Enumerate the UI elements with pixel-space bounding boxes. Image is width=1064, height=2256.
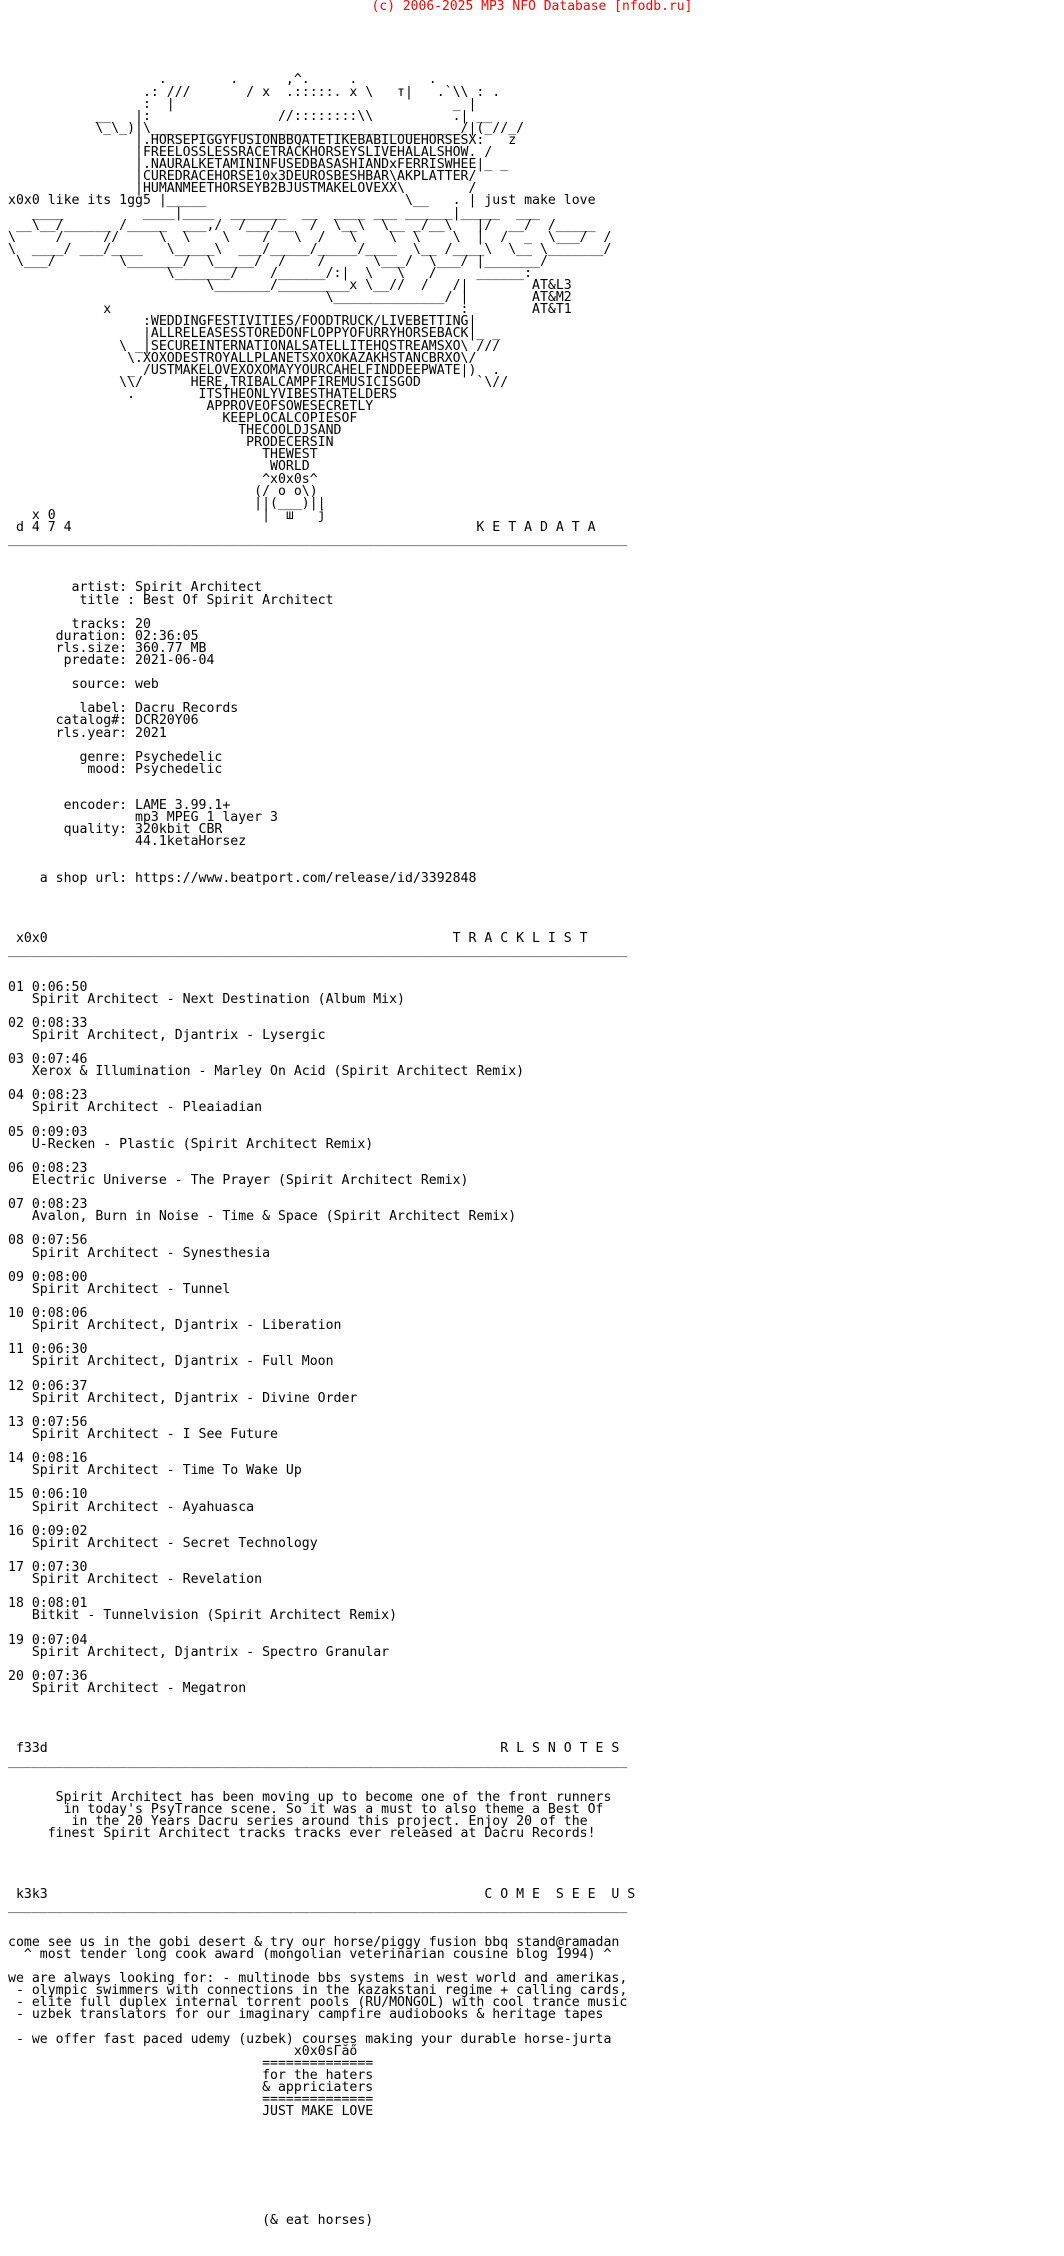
nfo-line: Spirit Architect, Djantrix - Spectro Granular	[8, 1644, 390, 1660]
nfo-line: KEEPLOCALCOPIESOF	[8, 411, 358, 427]
nfo-line: THECOOLDJSAND	[8, 423, 342, 439]
nfo-line: \ / // \ \ \ / \ / \ \ \ \ | / _ \___/ /	[8, 229, 612, 245]
nfo-line: (/ o o\)	[8, 483, 318, 499]
nfo-line: in the 20 Years Dacru series around this project. Enjoy 20 of the	[8, 1813, 588, 1829]
nfo-line: 05 0:09:03	[8, 1124, 88, 1140]
nfo-line: for the haters	[8, 2067, 374, 2083]
nfo-line: 06 0:08:23	[8, 1160, 88, 1176]
nfo-line: mood: Psychedelic	[8, 761, 223, 777]
nfo-line: 15 0:06:10	[8, 1487, 88, 1503]
nfo-line: :WEDDINGFESTIVITIES/FOODTRUCK/LIVEBETTING|	[8, 314, 477, 330]
nfo-text-block	[0, 14, 1064, 2227]
nfo-line: Spirit Architect - Synesthesia	[8, 1245, 271, 1261]
nfo-line: encoder: LAME 3.99.1+	[8, 798, 231, 814]
nfo-line: rls.year: 2021	[8, 725, 167, 741]
nfo-line: |CUREDRACEHORSE10x3DEUROSBESHBAR\AKPLATTER/	[8, 169, 477, 185]
nfo-line: 20 0:07:36	[8, 1668, 88, 1684]
nfo-line: finest Spirit Architect tracks tracks ever released at Dacru Records!	[8, 1826, 596, 1842]
nfo-line: ==============	[8, 2055, 374, 2071]
nfo-line: rls.size: 360.77 MB	[8, 640, 207, 656]
nfo-line: . . ,^. . .	[8, 72, 437, 88]
nfo-line: APPROVEOFSOWESECRETLY	[8, 399, 374, 414]
nfo-line: catalog#: DCR20Y06	[8, 713, 199, 729]
nfo-line: Avalon, Burn in Noise - Time & Space (Spirit Architect Remix)	[8, 1209, 517, 1225]
nfo-line: label: Dacru Records	[8, 701, 239, 717]
nfo-line: ______________________________________________________________________________	[8, 1753, 628, 1769]
nfo-line: 10 0:08:06	[8, 1306, 88, 1322]
nfo-line: __\__/______ /_____ ___,/ /___/__ / \__\ \__ _/__\ |/ __/ /_____	[8, 217, 596, 233]
nfo-line: Spirit Architect, Djantrix - Lysergic	[8, 1027, 326, 1043]
nfo-line: \___/ \_______/ \_____/ / / \___/ \___/ |_______/	[8, 253, 548, 269]
nfo-line: Spirit Architect, Djantrix - Liberation	[8, 1318, 342, 1334]
nfo-line: : | _ |	[8, 96, 477, 112]
nfo-line: WORLD	[8, 459, 310, 475]
nfo-line: title : Best Of Spirit Architect	[8, 592, 334, 608]
nfo-line: Spirit Architect - Next Destination (Album Mix)	[8, 991, 405, 1007]
nfo-line: \.XOXODESTROYALLPLANETSXOXOKAZAKHSTANCBRXO\/	[8, 350, 477, 366]
nfo-line: 14 0:08:16	[8, 1451, 88, 1467]
nfo-line: mp3 MPEG 1 layer 3	[8, 810, 278, 826]
nfo-line: |FREELOSSLESSRACETRACKHORSEYSLIVEHALALSHOW. /	[8, 145, 493, 161]
nfo-line: ______________________________________________________________________________	[8, 1898, 628, 1914]
nfo-line: 16 0:09:02	[8, 1523, 88, 1539]
nfo-line: . ITSTHEONLYVIBESTHATELDERS	[8, 386, 398, 402]
nfo-line: \_______/_________x \__// / /| AT&L3	[8, 278, 572, 294]
nfo-line: __ |: //::::::::\\ .| __	[8, 108, 493, 124]
nfo-line: 03 0:07:46	[8, 1052, 88, 1068]
site-copyright-header: (c) 2006-2025 MP3 NFO Database [nfodb.ru]	[371, 0, 693, 14]
nfo-line: ==============	[8, 2092, 374, 2108]
nfo-line: ^x0x0s^	[8, 471, 318, 487]
nfo-line: k3k3 C O M E S E E U S	[8, 1886, 636, 1902]
nfo-line: 44.1ketaHorsez	[8, 834, 247, 850]
nfo-line: x 0 | ш j	[8, 507, 326, 523]
nfo-line: PRODECERSIN	[8, 435, 334, 451]
nfo-line: 07 0:08:23	[8, 1197, 88, 1213]
nfo-line: \______________/ | AT&M2	[8, 290, 572, 306]
nfo-line: THEWEST	[8, 447, 318, 463]
nfo-line: |.HORSEPIGGYFUSIONBBQATETIKEBABILOUEHORSESX: z	[8, 132, 517, 148]
nfo-line: - olympic swimmers with connections in the kazakstani regime + calling cards,	[8, 1983, 628, 1999]
nfo-line: Spirit Architect - Pleaiadian	[8, 1100, 263, 1116]
nfo-line: 17 0:07:30	[8, 1560, 88, 1575]
nfo-line: - we offer fast paced udemy (uzbek) courses making your durable horse-jurta	[8, 2031, 612, 2047]
nfo-line: 12 0:06:37	[8, 1378, 88, 1394]
nfo-line: artist: Spirit Architect	[8, 580, 263, 596]
nfo-line: x0x0sГăő	[8, 2043, 358, 2059]
nfo-line: Bitkit - Tunnelvision (Spirit Architect Remix)	[8, 1608, 398, 1624]
nfo-line: - elite full duplex internal torrent pools (RU/MONGOL) with cool trance music	[8, 1995, 628, 2011]
nfo-line: .: /// / x .:::::. x \ т| .`\\ : .	[8, 84, 501, 100]
nfo-line: 08 0:07:56	[8, 1233, 88, 1249]
nfo-line: Spirit Architect - Tunnel	[8, 1281, 231, 1297]
nfo-line: - uzbek translators for our imaginary campfire audiobooks & heritage tapes	[8, 2007, 604, 2023]
nfo-line: predate: 2021-06-04	[8, 652, 215, 668]
nfo-line: |HUMANMEETHORSEYB2BJUSTMAKELOVEXX\ /	[8, 181, 477, 197]
nfo-line: U-Recken - Plastic (Spirit Architect Remix)	[8, 1136, 374, 1152]
nfo-line: & appriciaters	[8, 2080, 374, 2096]
nfo-line: ______________________________________________________________________________	[8, 532, 628, 548]
nfo-line: 19 0:07:04	[8, 1632, 88, 1648]
nfo-line: 09 0:08:00	[8, 1269, 88, 1285]
nfo-line: duration: 02:36:05	[8, 628, 199, 644]
nfo-line: \_______/ /______/:| \ \ / ______:	[8, 265, 533, 281]
nfo-line: Electric Universe - The Prayer (Spirit Architect Remix)	[8, 1173, 469, 1188]
nfo-line: in today's PsyTrance scene. So it was a must to also theme a Best Of	[8, 1801, 604, 1817]
nfo-line: Spirit Architect - Secret Technology	[8, 1535, 318, 1551]
nfo-line: Spirit Architect has been moving up to become one of the front runners	[8, 1789, 612, 1805]
nfo-line: x : AT&T1	[8, 302, 572, 318]
nfo-line: ____ ____|____ _______ __ ____ ___ ______|_____ ___	[8, 205, 540, 221]
nfo-line: tracks: 20	[8, 616, 151, 632]
nfo-line: ||(___)||	[8, 495, 326, 511]
nfo-line: Xerox & Illumination - Marley On Acid (Spirit Architect Remix)	[8, 1064, 525, 1080]
nfo-line: 01 0:06:50	[8, 979, 88, 995]
nfo-line: |ALLRELEASESSTOREDONFLOPPYOFURRYHORSEBACK|_ _	[8, 326, 501, 342]
nfo-line: 04 0:08:23	[8, 1088, 88, 1104]
nfo-line: Spirit Architect - Megatron	[8, 1680, 247, 1696]
nfo-line: Spirit Architect - I See Future	[8, 1426, 278, 1442]
nfo-line: quality: 320kbit CBR	[8, 822, 223, 838]
nfo-line: Spirit Architect - Revelation	[8, 1572, 263, 1588]
nfo-line: 18 0:08:01	[8, 1596, 88, 1612]
nfo-line: Spirit Architect - Time To Wake Up	[8, 1463, 302, 1479]
nfo-line: come see us in the gobi desert & try our horse/piggy fusion bbq stand@ramadan	[8, 1934, 620, 1950]
nfo-line: |.NAURALKETAMININFUSEDBASASHIANDxFERRISWHEE|_ _	[8, 157, 509, 173]
nfo-line: \ _|SECUREINTERNATIONALSATELLITEHQSTREAMSXO\ ///	[8, 338, 501, 354]
nfo-line: \\/ HERE,TRIBALCAMPFIREMUSICISGOD `\//	[8, 374, 509, 390]
nfo-line: \_\_)|\_______________________________________/|(_//_/	[8, 120, 525, 136]
nfo-line: a shop url: https://www.beatport.com/release/id/3392848	[8, 870, 477, 886]
nfo-line: 13 0:07:56	[8, 1414, 88, 1430]
nfo-line: _ /USTMAKELOVEXOXOMAYYOURCAHELFINDDEEPWATE|) .	[8, 362, 501, 378]
nfo-line: (& eat horses)	[8, 2213, 374, 2229]
nfo-line: x0x0 like its 1gg5 |_____ \__ . | just make love	[8, 193, 596, 209]
nfo-line: f33d R L S N O T E S	[8, 1741, 620, 1757]
nfo-line: Spirit Architect, Djantrix - Divine Order	[8, 1390, 358, 1406]
nfo-line: source: web	[8, 677, 159, 693]
nfo-line: Spirit Architect, Djantrix - Full Moon	[8, 1354, 334, 1370]
nfo-line: 11 0:06:30	[8, 1342, 88, 1358]
nfo-line: \ ____/ ___/____ \_____\ ___/_____/_____/____ \__ /____\ \__ \_______/	[8, 241, 612, 257]
nfo-line: ^ most tender long cook award (mongolian veterinarian cousine blog 1994) ^	[8, 1947, 612, 1962]
nfo-line: genre: Psychedelic	[8, 749, 223, 765]
nfo-line: 02 0:08:33	[8, 1015, 88, 1031]
nfo-line: x0x0 T R A C K L I S T	[8, 931, 588, 947]
nfo-line: ______________________________________________________________________________	[8, 943, 628, 959]
nfo-line: we are always looking for: - multinode bbs systems in west world and amerikas,	[8, 1971, 628, 1987]
nfo-line: JUST MAKE LOVE	[8, 2104, 374, 2120]
nfo-line: Spirit Architect - Ayahuasca	[8, 1499, 255, 1515]
nfo-line: d 4 7 4 K E T A D A T A	[8, 519, 596, 535]
